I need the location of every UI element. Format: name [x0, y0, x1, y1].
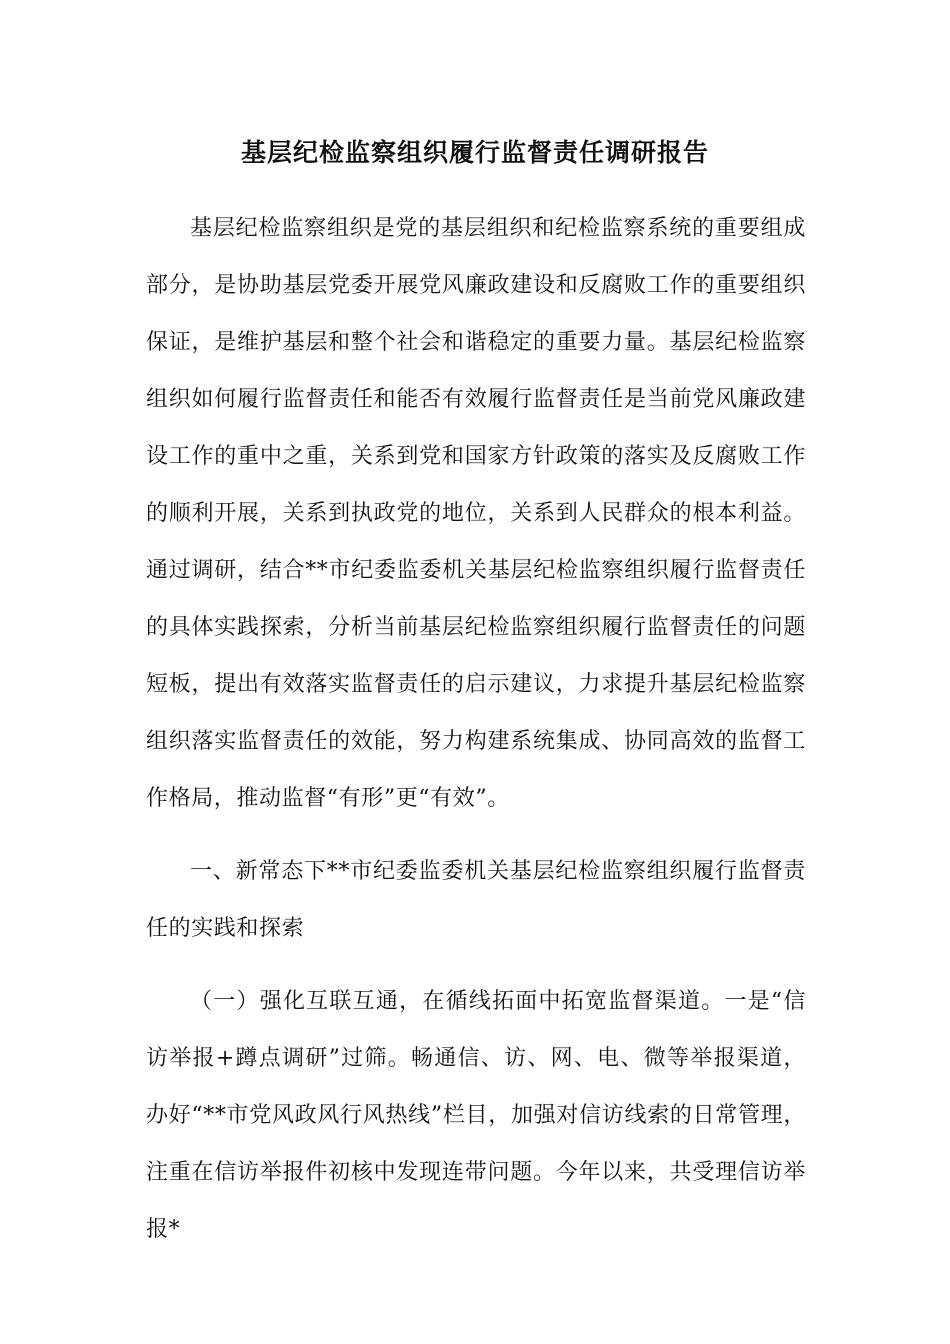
intro-paragraph: 基层纪检监察组织是党的基层组织和纪检监察系统的重要组成部分，是协助基层党委开展党风廉政建设和反腐败工作的重要组织保证，是维护基层和整个社会和谐稳定的重要力量。基层纪检监察组织如何履行监督责任和能否有效履行监督责任是当前党风廉政建设工作的重中之重，关系到党和国家方针政策的落实及反腐败工作的顺利开展，关系到执政党的地位，关系到人民群众的根本利益。通过调研，结合**市纪委监委机关基层纪检监察组织履行监督责任的具体实践探索，分析当前基层纪检监察组织履行监督责任的问题短板，提出有效落实监督责任的启示建议，力求提升基层纪检监察组织落实监督责任的效能，努力构建系统集成、协同高效的监督工作格局，推动监督“有形”更“有效”。: [146, 216, 806, 811]
document-body: [146, 200, 806, 1258]
subsection-paragraph-1: （一）强化互联互通，在循线拓面中拓宽监督渠道。一是“信访举报+蹲点调研”过筛。畅通信、访、网、电、微等举报渠道，办好“**市党风政风行风热线”栏目，加强对信访线索的日常管理，注重在信访举报件初核中发现连带问题。今年以来，共受理信访举报*: [146, 989, 806, 1242]
document-title: 基层纪检监察组织履行监督责任调研报告: [240, 138, 709, 167]
section-heading-1: 一、新常态下**市纪委监委机关基层纪检监察组织履行监督责任的实践和探索: [146, 859, 806, 941]
